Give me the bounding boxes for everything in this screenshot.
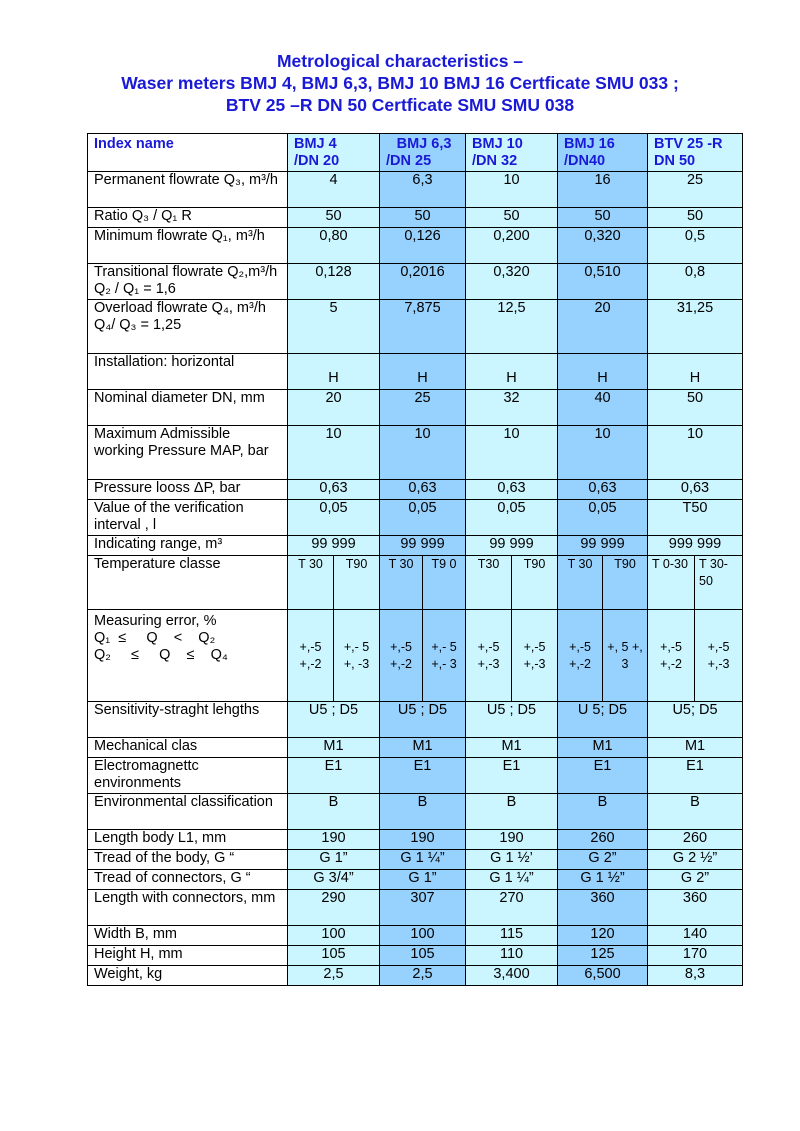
measuring-error-cell: +,-5 +,-2 (558, 610, 603, 702)
row-value: 5 (288, 300, 380, 354)
row-value: 140 (648, 926, 743, 946)
row-value: H (380, 354, 466, 390)
row-value: 260 (648, 830, 743, 850)
row-value: 2,5 (380, 966, 466, 986)
row-value: 0,05 (558, 500, 648, 536)
temperature-cell: T 30-50 (695, 556, 743, 610)
header-index-name: Index name (88, 134, 288, 172)
row-value: H (288, 354, 380, 390)
row-label (88, 610, 288, 702)
row-value: 99 999 (380, 536, 466, 556)
title-line-3: BTV 25 –R DN 50 Certficate SMU SMU 038 (225, 95, 575, 115)
row-value: 360 (648, 890, 743, 926)
header-bmj16: BMJ 16 /DN40 (558, 134, 648, 172)
row-label: Length body L1, mm (88, 830, 288, 850)
row-value: 270 (466, 890, 558, 926)
header-bmj10: BMJ 10 /DN 32 (466, 134, 558, 172)
temperature-cell: T90 (512, 556, 558, 610)
row-value: 10 (380, 426, 466, 480)
row-value: 0,63 (648, 480, 743, 500)
row-value: G 1 ¼” (466, 870, 558, 890)
row-value: 0,126 (380, 228, 466, 264)
row-value: 50 (288, 208, 380, 228)
data-row (88, 966, 743, 986)
header-bmj63: BMJ 6,3 /DN 25 (380, 134, 466, 172)
temperature-cell: T 30 (380, 556, 423, 610)
measuring-error-cell: +,- 5 +,- 3 (423, 610, 466, 702)
row-value: E1 (558, 758, 648, 794)
data-row (88, 172, 743, 208)
row-value: 20 (558, 300, 648, 354)
measuring-error-cell: +,-5 +,-2 (288, 610, 334, 702)
row-value: T50 (648, 500, 743, 536)
title-line-2: Waser meters BMJ 4, BMJ 6,3, BMJ 10 BMJ 16 Certficate SMU 033 ; (121, 73, 679, 93)
row-label: Minimum flowrate Q₁, m³/h (88, 228, 288, 264)
row-value: 0,63 (288, 480, 380, 500)
row-label: Ratio Q₃ / Q₁ R (88, 208, 288, 228)
row-value: 10 (466, 426, 558, 480)
row-value: 7,875 (380, 300, 466, 354)
row-value: G 1 ½’ (466, 850, 558, 870)
row-value: 290 (288, 890, 380, 926)
data-row (88, 264, 743, 300)
row-value: 0,05 (380, 500, 466, 536)
data-row (88, 228, 743, 264)
row-label: Temperature classe (88, 556, 288, 610)
row-value: 0,320 (466, 264, 558, 300)
row-value: 0,320 (558, 228, 648, 264)
row-value: 190 (466, 830, 558, 850)
row-value: U 5; D5 (558, 702, 648, 738)
measuring-error-cell: +,-5 +,-2 (380, 610, 423, 702)
row-label: Installation: horizontal (88, 354, 288, 390)
row-value: 8,3 (648, 966, 743, 986)
measuring-error-cell: +,- 5 +, -3 (334, 610, 380, 702)
data-row (88, 536, 743, 556)
row-value: 31,25 (648, 300, 743, 354)
row-label: Electromagnettc environments (88, 758, 288, 794)
row-value: 0,8 (648, 264, 743, 300)
measuring-error-cell: +,-5 +,-3 (695, 610, 743, 702)
row-value: 10 (466, 172, 558, 208)
row-label: Overload flowrate Q₄, m³/h Q₄/ Q₃ = 1,25 (88, 300, 288, 354)
row-value: 10 (288, 426, 380, 480)
row-value: 10 (648, 426, 743, 480)
row-value: 50 (380, 208, 466, 228)
title-line-1: Metrological characteristics – (276, 51, 524, 71)
row-value: G 2” (648, 870, 743, 890)
measuring-error-label-line: Q₂ ≤ Q ≤ Q₄ (94, 647, 228, 663)
measuring-error-cell: +, 5 +, 3 (603, 610, 648, 702)
temperature-cell: T9 0 (423, 556, 466, 610)
row-value: 0,2016 (380, 264, 466, 300)
data-row (88, 926, 743, 946)
metrological-table (87, 133, 743, 986)
row-value: 115 (466, 926, 558, 946)
row-label: Tread of connectors, G “ (88, 870, 288, 890)
data-row (88, 946, 743, 966)
row-value: M1 (558, 738, 648, 758)
row-label: Mechanical clas (88, 738, 288, 758)
data-row (88, 830, 743, 850)
row-label: Indicating range, m³ (88, 536, 288, 556)
row-value: 125 (558, 946, 648, 966)
row-value: M1 (466, 738, 558, 758)
row-value: 190 (380, 830, 466, 850)
row-value: E1 (288, 758, 380, 794)
row-value: E1 (380, 758, 466, 794)
temperature-row (88, 556, 743, 610)
row-value: 12,5 (466, 300, 558, 354)
temperature-cell: T 0-30 (648, 556, 695, 610)
row-value: M1 (380, 738, 466, 758)
measuring-error-label-line: Measuring error, % (94, 613, 217, 629)
row-value: 120 (558, 926, 648, 946)
row-value: 50 (558, 208, 648, 228)
header-row (88, 134, 743, 172)
data-row (88, 390, 743, 426)
row-value: G 1” (288, 850, 380, 870)
header-btv25: BTV 25 -R DN 50 (648, 134, 743, 172)
row-value: E1 (648, 758, 743, 794)
row-value: U5 ; D5 (380, 702, 466, 738)
row-value: B (288, 794, 380, 830)
data-row (88, 354, 743, 390)
row-value: 190 (288, 830, 380, 850)
measuring-error-label-line: Q₁ ≤ Q < Q₂ (94, 630, 216, 646)
row-value: B (558, 794, 648, 830)
row-value: 170 (648, 946, 743, 966)
row-label: Environmental classification (88, 794, 288, 830)
row-label: Nominal diameter DN, mm (88, 390, 288, 426)
row-value: 4 (288, 172, 380, 208)
temperature-cell: T 30 (558, 556, 603, 610)
row-value: 0,63 (380, 480, 466, 500)
row-value: 0,05 (466, 500, 558, 536)
row-value: 105 (380, 946, 466, 966)
row-value: 99 999 (558, 536, 648, 556)
row-value: 0,510 (558, 264, 648, 300)
row-value: B (380, 794, 466, 830)
row-value: M1 (648, 738, 743, 758)
row-label: Sensitivity-straght lehgths (88, 702, 288, 738)
row-value: H (558, 354, 648, 390)
row-value: 99 999 (288, 536, 380, 556)
data-row (88, 794, 743, 830)
row-value: G 2 ½” (648, 850, 743, 870)
row-label: Value of the verification interval , l (88, 500, 288, 536)
row-value: 40 (558, 390, 648, 426)
data-row (88, 758, 743, 794)
row-value: B (466, 794, 558, 830)
measuring-error-cell: +,-5 +,-3 (512, 610, 558, 702)
row-value: 105 (288, 946, 380, 966)
row-value: G 2” (558, 850, 648, 870)
temperature-cell: T90 (334, 556, 380, 610)
row-value: 16 (558, 172, 648, 208)
row-value: G 1 ¼” (380, 850, 466, 870)
row-label: Permanent flowrate Q₃, m³/h (88, 172, 288, 208)
header-bmj4: BMJ 4 /DN 20 (288, 134, 380, 172)
row-value: 260 (558, 830, 648, 850)
row-value: 25 (648, 172, 743, 208)
row-value: 50 (466, 208, 558, 228)
temperature-cell: T 30 (288, 556, 334, 610)
row-label: Height H, mm (88, 946, 288, 966)
row-value: M1 (288, 738, 380, 758)
row-value: 307 (380, 890, 466, 926)
row-value: 0,63 (466, 480, 558, 500)
row-value: 0,5 (648, 228, 743, 264)
row-value: 0,128 (288, 264, 380, 300)
row-value: 50 (648, 390, 743, 426)
row-value: G 3/4” (288, 870, 380, 890)
row-value: 20 (288, 390, 380, 426)
row-label: Length with connectors, mm (88, 890, 288, 926)
data-row (88, 208, 743, 228)
row-value: 6,3 (380, 172, 466, 208)
measuring-error-cell: +,-5 +,-2 (648, 610, 695, 702)
row-label: Weight, kg (88, 966, 288, 986)
data-row (88, 870, 743, 890)
row-label: Maximum Admissible working Pressure MAP, bar (88, 426, 288, 480)
row-value: 999 999 (648, 536, 743, 556)
temperature-cell: T30 (466, 556, 512, 610)
row-value: 50 (648, 208, 743, 228)
row-value: E1 (466, 758, 558, 794)
row-value: 3,400 (466, 966, 558, 986)
row-value: 2,5 (288, 966, 380, 986)
data-row (88, 426, 743, 480)
data-row (88, 500, 743, 536)
row-value: G 1 ½” (558, 870, 648, 890)
row-value: 10 (558, 426, 648, 480)
measuring-error-row (88, 610, 743, 702)
row-value: 0,80 (288, 228, 380, 264)
data-row (88, 300, 743, 354)
row-value: U5 ; D5 (288, 702, 380, 738)
row-value: H (466, 354, 558, 390)
row-value: U5 ; D5 (466, 702, 558, 738)
data-row (88, 850, 743, 870)
row-label: Width B, mm (88, 926, 288, 946)
measuring-error-cell: +,-5 +,-3 (466, 610, 512, 702)
row-label: Pressure looss ΔP, bar (88, 480, 288, 500)
temperature-cell: T90 (603, 556, 648, 610)
row-label: Tread of the body, G “ (88, 850, 288, 870)
data-row (88, 738, 743, 758)
row-value: U5; D5 (648, 702, 743, 738)
data-row (88, 890, 743, 926)
row-value: 100 (288, 926, 380, 946)
row-value: 100 (380, 926, 466, 946)
row-value: 0,63 (558, 480, 648, 500)
row-value: 99 999 (466, 536, 558, 556)
row-value: 110 (466, 946, 558, 966)
row-value: 360 (558, 890, 648, 926)
row-value: 25 (380, 390, 466, 426)
row-value: 6,500 (558, 966, 648, 986)
data-row (88, 702, 743, 738)
row-value: H (648, 354, 743, 390)
row-value: 32 (466, 390, 558, 426)
row-value: B (648, 794, 743, 830)
row-value: 0,05 (288, 500, 380, 536)
row-value: 0,200 (466, 228, 558, 264)
data-row (88, 480, 743, 500)
row-label: Transitional flowrate Q₂,m³/h Q₂ / Q₁ = 1,6 (88, 264, 288, 300)
row-value: G 1” (380, 870, 466, 890)
